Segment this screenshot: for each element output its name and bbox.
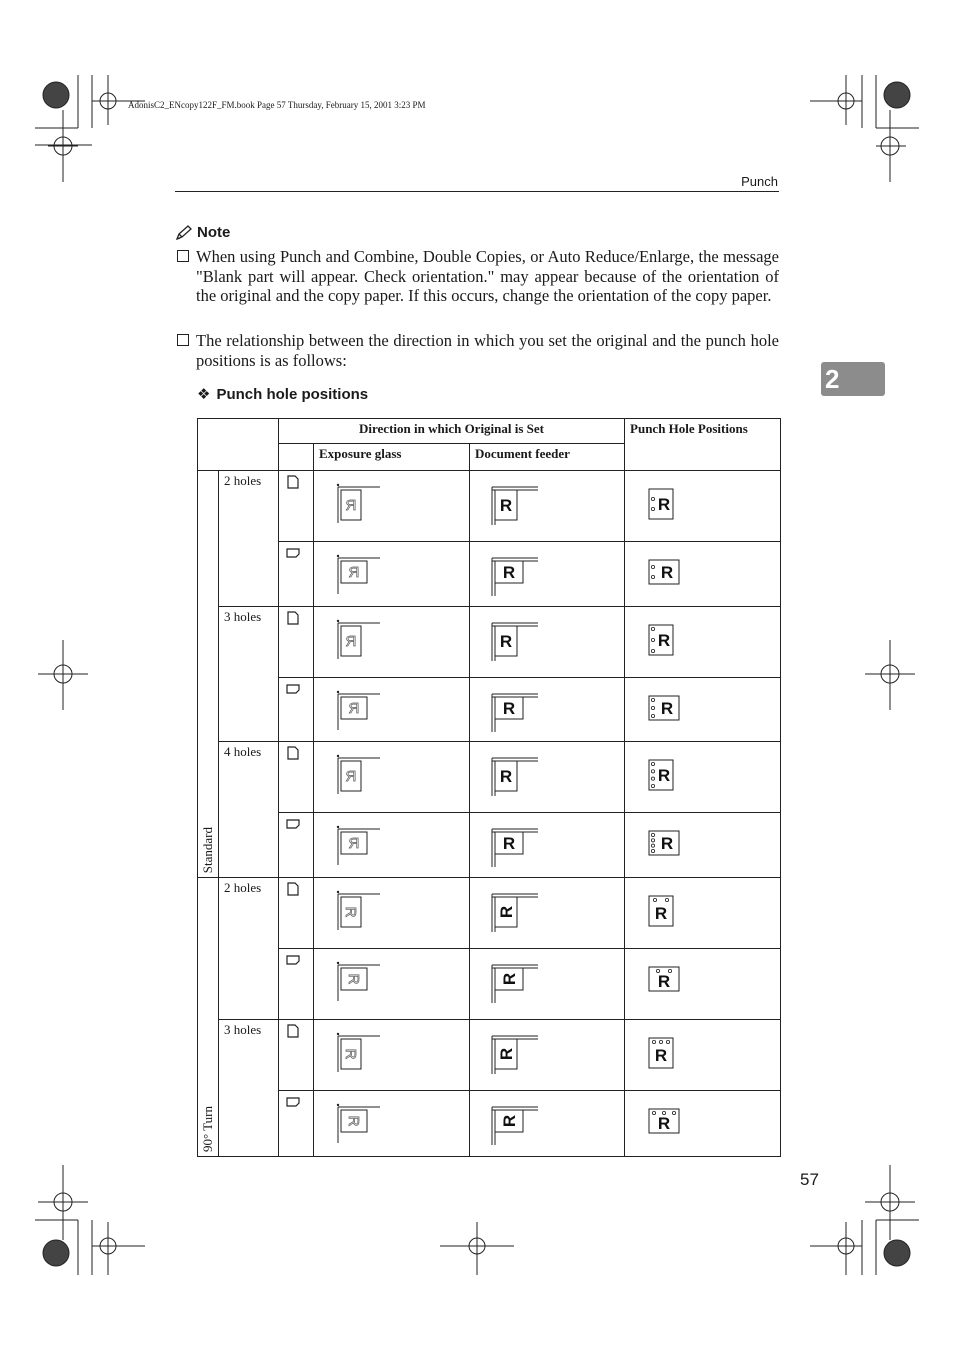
- document-feeder-diagram: [470, 613, 550, 663]
- document-feeder-diagram: [470, 477, 550, 527]
- document-feeder-cell: [470, 949, 625, 1020]
- svg-text:R: R: [660, 563, 674, 582]
- punch-position-cell: [625, 949, 781, 1020]
- holes-label-cell: [219, 607, 279, 742]
- orientation-cell: [279, 949, 314, 1020]
- punch-position-cell: [625, 678, 781, 742]
- group-label-cell: [198, 471, 219, 878]
- svg-text:R: R: [660, 834, 674, 853]
- punch-positions-table: [197, 418, 781, 1157]
- subheading: ❖ Punch hole positions: [197, 385, 369, 403]
- checkbox-bullet-icon: [177, 250, 189, 262]
- landscape-paper-icon: [286, 817, 300, 831]
- punch-position-cell: [625, 1020, 781, 1091]
- svg-text:R: R: [499, 632, 513, 651]
- exposure-glass-cell: [314, 607, 470, 678]
- table-row: [198, 678, 781, 742]
- punch-position-cell: [625, 1091, 781, 1157]
- punch-hole-result-diagram: [625, 686, 705, 736]
- group-label: 90° Turn: [200, 1105, 215, 1152]
- orientation-cell: [279, 607, 314, 678]
- exposure-glass-cell: [314, 1091, 470, 1157]
- orientation-cell: [279, 878, 314, 949]
- exposure-glass-diagram: [314, 684, 394, 734]
- holes-label-cell: [219, 471, 279, 607]
- table-row: [198, 542, 781, 607]
- document-feeder-cell: [470, 607, 625, 678]
- holes-label: 3 holes: [224, 1022, 262, 1037]
- diamond-bullet-icon: ❖: [197, 386, 211, 403]
- document-feeder-cell: [470, 742, 625, 813]
- document-feeder-cell: [470, 1020, 625, 1091]
- svg-text:R: R: [657, 972, 671, 991]
- exposure-glass-cell: [314, 542, 470, 607]
- landscape-paper-icon: [286, 682, 300, 696]
- punch-position-cell: [625, 542, 781, 607]
- punch-hole-result-diagram: [625, 479, 705, 529]
- holes-label: 3 holes: [224, 609, 262, 624]
- exposure-glass-diagram: [314, 1026, 394, 1076]
- print-info-line: AdonisC2_ENcopy122F_FM.book Page 57 Thursday, February 15, 2001 3:23 PM: [128, 100, 426, 110]
- portrait-paper-icon: [286, 882, 300, 896]
- holes-label: 4 holes: [224, 744, 262, 759]
- exposure-glass-cell: [314, 742, 470, 813]
- orientation-cell: [279, 742, 314, 813]
- running-header: Punch: [741, 174, 778, 189]
- note-item-1: When using Punch and Combine, Double Copies, or Auto Reduce/Enlarge, the message "Blank part will appear. Check orientation." may appear because of the orientation of the original and the copy paper. If this occurs, change the orientation of the copy paper.: [175, 247, 779, 306]
- document-feeder-diagram: [470, 684, 550, 734]
- punch-hole-result-diagram: [625, 957, 705, 1007]
- document-feeder-diagram: [470, 1097, 550, 1147]
- exposure-glass-cell: [314, 813, 470, 878]
- punch-position-cell: [625, 813, 781, 878]
- exposure-glass-cell: [314, 878, 470, 949]
- table-row: [198, 1020, 781, 1091]
- svg-text:R: R: [502, 834, 516, 853]
- svg-text:R: R: [657, 1114, 671, 1133]
- document-feeder-diagram: [470, 819, 550, 869]
- punch-hole-result-diagram: [625, 550, 705, 600]
- svg-text:R: R: [345, 633, 357, 650]
- exposure-glass-diagram: [314, 819, 394, 869]
- punch-hole-result-diagram: [625, 821, 705, 871]
- svg-text:R: R: [497, 1047, 516, 1061]
- table-body: [198, 471, 781, 1157]
- svg-text:R: R: [500, 972, 519, 986]
- header-rule: [175, 191, 779, 192]
- orientation-cell: [279, 1020, 314, 1091]
- landscape-paper-icon: [286, 1095, 300, 1109]
- svg-text:R: R: [348, 835, 360, 852]
- svg-text:R: R: [499, 496, 513, 515]
- document-feeder-cell: [470, 542, 625, 607]
- exposure-glass-cell: [314, 949, 470, 1020]
- portrait-paper-icon: [286, 746, 300, 760]
- orientation-cell: [279, 813, 314, 878]
- svg-text:R: R: [348, 564, 360, 581]
- table-row: [198, 471, 781, 542]
- note-heading: [175, 224, 230, 241]
- header-positions: Punch Hole Positions: [625, 419, 781, 471]
- punch-hole-result-diagram: [625, 750, 705, 800]
- svg-text:R: R: [342, 906, 359, 918]
- pencil-icon: [175, 225, 193, 241]
- svg-text:R: R: [345, 973, 362, 985]
- document-feeder-diagram: [470, 748, 550, 798]
- punch-position-cell: [625, 607, 781, 678]
- portrait-paper-icon: [286, 475, 300, 489]
- exposure-glass-cell: [314, 678, 470, 742]
- exposure-glass-cell: [314, 1020, 470, 1091]
- exposure-glass-diagram: [314, 884, 394, 934]
- holes-label: 2 holes: [224, 880, 262, 895]
- table-row: [198, 742, 781, 813]
- svg-text:R: R: [654, 1046, 668, 1065]
- svg-text:R: R: [499, 767, 513, 786]
- punch-position-cell: [625, 878, 781, 949]
- header-glass: Exposure glass: [314, 444, 470, 471]
- group-label-cell: [198, 878, 219, 1157]
- svg-text:R: R: [657, 495, 671, 514]
- punch-position-cell: [625, 471, 781, 542]
- portrait-paper-icon: [286, 1024, 300, 1038]
- punch-position-cell: [625, 742, 781, 813]
- table-row: [198, 949, 781, 1020]
- punch-hole-result-diagram: [625, 1028, 705, 1078]
- holes-label-cell: [219, 1020, 279, 1157]
- svg-text:R: R: [345, 768, 357, 785]
- punch-hole-result-diagram: [625, 1099, 705, 1149]
- exposure-glass-diagram: [314, 955, 394, 1005]
- header-feeder: Document feeder: [470, 444, 625, 471]
- exposure-glass-diagram: [314, 548, 394, 598]
- table-row: [198, 878, 781, 949]
- table-row: [198, 1091, 781, 1157]
- holes-label: 2 holes: [224, 473, 262, 488]
- svg-text:R: R: [345, 1115, 362, 1127]
- note-title: Note: [197, 224, 231, 241]
- document-feeder-cell: [470, 813, 625, 878]
- corner-cell: [198, 419, 279, 471]
- document-feeder-diagram: [470, 955, 550, 1005]
- document-feeder-diagram: [470, 548, 550, 598]
- exposure-glass-diagram: [314, 1097, 394, 1147]
- document-feeder-cell: [470, 878, 625, 949]
- document-feeder-cell: [470, 1091, 625, 1157]
- svg-text:R: R: [657, 631, 671, 650]
- orientation-cell: [279, 471, 314, 542]
- orientation-cell: [279, 542, 314, 607]
- document-feeder-diagram: [470, 1026, 550, 1076]
- table-row: [198, 813, 781, 878]
- portrait-paper-icon: [286, 611, 300, 625]
- svg-text:R: R: [660, 699, 674, 718]
- svg-text:R: R: [502, 563, 516, 582]
- exposure-glass-diagram: [314, 613, 394, 663]
- document-feeder-cell: [470, 678, 625, 742]
- punch-hole-result-diagram: [625, 615, 705, 665]
- svg-text:R: R: [654, 904, 668, 923]
- holes-label-cell: [219, 742, 279, 878]
- document-feeder-cell: [470, 471, 625, 542]
- orientation-cell: [279, 678, 314, 742]
- exposure-glass-diagram: [314, 748, 394, 798]
- document-feeder-diagram: [470, 884, 550, 934]
- page-number: 57: [800, 1170, 819, 1189]
- svg-text:R: R: [342, 1048, 359, 1060]
- svg-text:R: R: [348, 700, 360, 717]
- checkbox-bullet-icon: [177, 334, 189, 346]
- group-label: Standard: [200, 826, 215, 873]
- orientation-cell: [279, 1091, 314, 1157]
- header-direction: Direction in which Original is Set: [279, 419, 625, 444]
- exposure-glass-diagram: [314, 477, 394, 527]
- svg-text:R: R: [497, 905, 516, 919]
- punch-hole-result-diagram: [625, 886, 705, 936]
- svg-text:R: R: [657, 766, 671, 785]
- landscape-paper-icon: [286, 953, 300, 967]
- header-blank: [279, 444, 314, 471]
- exposure-glass-cell: [314, 471, 470, 542]
- svg-text:R: R: [500, 1114, 519, 1128]
- svg-text:R: R: [502, 699, 516, 718]
- landscape-paper-icon: [286, 546, 300, 560]
- svg-text:R: R: [345, 497, 357, 514]
- note-item-2: The relationship between the direction in which you set the original and the punch hole positions is as follows:: [175, 331, 779, 370]
- holes-label-cell: [219, 878, 279, 1020]
- chapter-tab: 2: [821, 362, 885, 396]
- table-row: [198, 607, 781, 678]
